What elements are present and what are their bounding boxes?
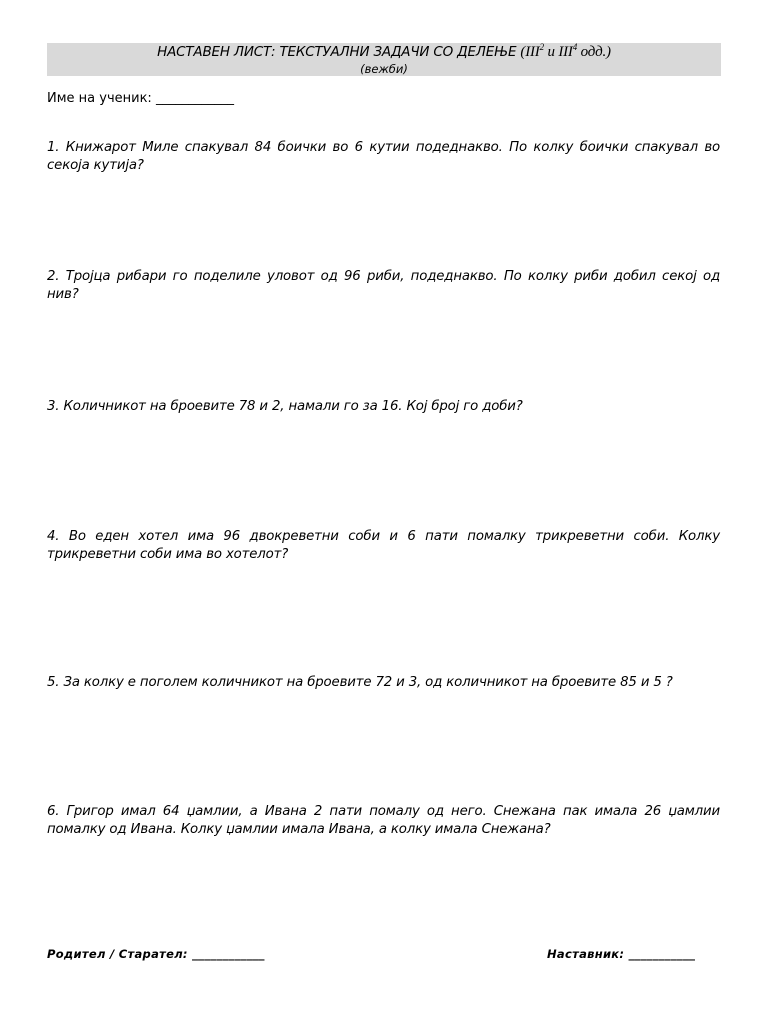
worksheet-header [47,43,721,76]
task-6: 6. Григор имал 64 џамлии, а Ивана 2 пати помалу од него. Снежана пак имала 26 џамлии помалку од Ивана. Колку џамлии имала Ивана, а колку имала Снежана? [47,804,720,837]
task-2: 2. Тројца рибари го поделиле уловот од 96 риби, подеднакво. По колку риби добил секој од нив? [47,269,720,302]
task-1: 1. Книжарот Миле спакувал 84 боички во 6 кутии подеднакво. По колку боички спакувал во секоја кутија? [47,140,720,173]
grade-info: (III$^2$ и III$^4$ одд.) [520,42,611,60]
task-3: 3. Количникот на броевите 78 и 2, намали го за 16. Кој број го доби? [47,399,523,414]
worksheet-title [47,44,721,61]
task-4: 4. Во еден хотел има 96 двокреветни соби и 6 пати помалку трикреветни соби. Колку трикреветни соби има во хотелот? [47,529,720,562]
teacher-signature-field: Наставник: ___________ [547,947,696,961]
task-5: 5. За колку е поголем количникот на броевите 72 и 3, од количникот на броевите 85 и 5 ? [47,675,673,690]
parent-signature-field: Родител / Старател: ____________ [47,947,265,961]
student-name-field: Име на ученик: ____________ [47,91,234,106]
worksheet-subtitle: (вежби) [360,62,408,76]
title-main: НАСТАВЕН ЛИСТ: ТЕКСТУАЛНИ ЗАДАЧИ СО ДЕЛЕЊЕ [157,44,517,60]
